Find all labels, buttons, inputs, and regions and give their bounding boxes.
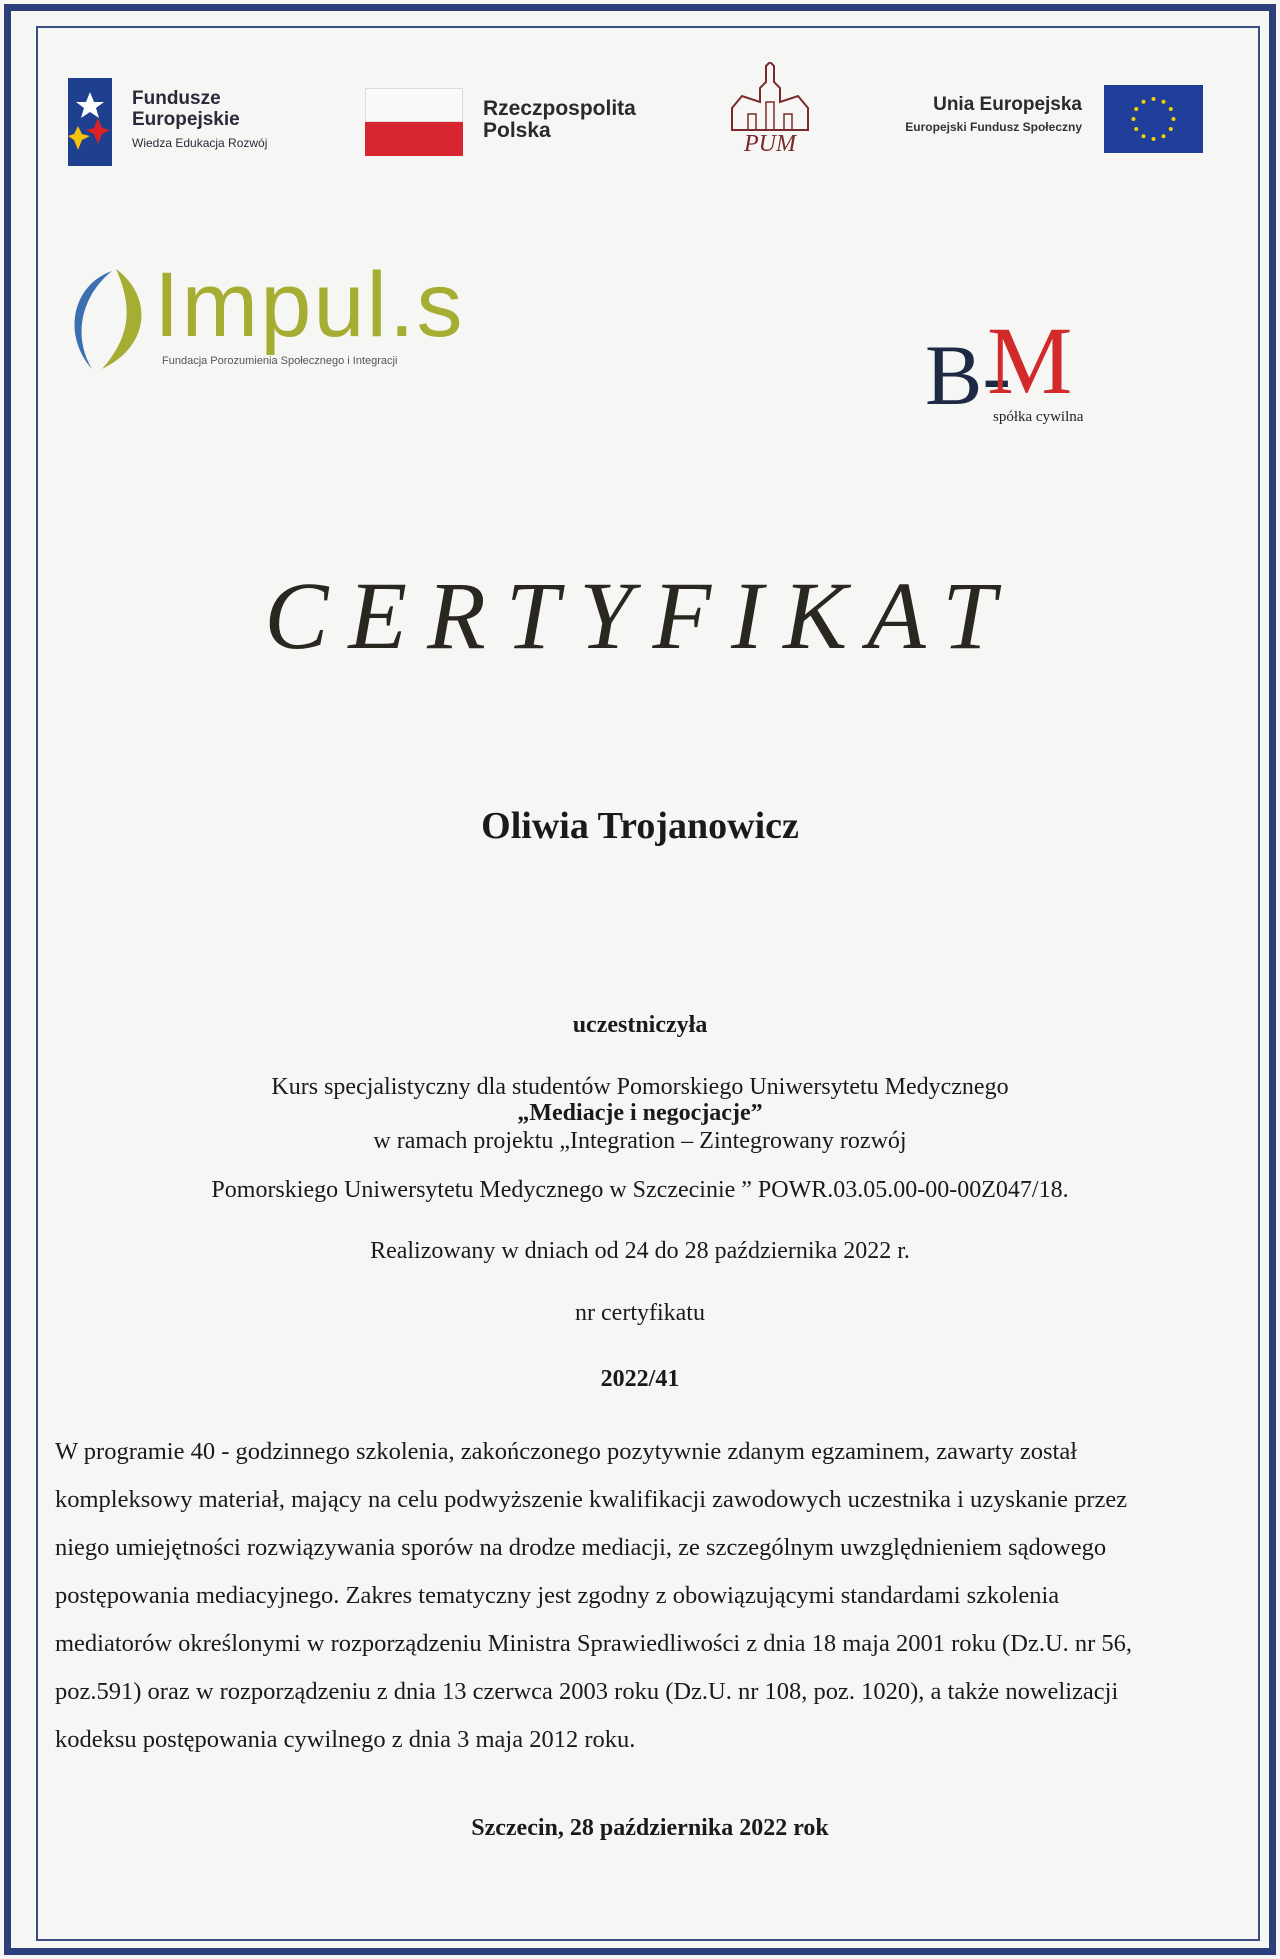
description-line: niego umiejętności rozwiązywania sporów na drodze mediacji, ze szczególnym uwzględnieniem sądowego: [55, 1534, 1107, 1561]
certificate-number-label: nr certyfikatu: [575, 1300, 705, 1326]
fe-star-icon: [68, 78, 112, 166]
description-line: kodeksu postępowania cywilnego z dnia 3 maja 2012 roku.: [55, 1726, 636, 1753]
ue-sub: Europejski Fundusz Społeczny: [905, 120, 1082, 134]
rzeczpospolita-logo: [483, 98, 636, 142]
course-name: „Mediacje i negocjacje”: [517, 1100, 763, 1126]
impuls-word: Impul.s: [154, 254, 465, 356]
church-icon: [728, 62, 812, 132]
place-date: Szczecin, 28 października 2022 rok: [471, 1815, 829, 1841]
impuls-sub: Fundacja Porozumienia Społecznego i Integracji: [162, 355, 398, 367]
course-dates: Realizowany w dniach od 24 do 28 października 2022 r.: [370, 1238, 910, 1264]
pum-logo: [728, 62, 812, 162]
description-line: postępowania mediacyjnego. Zakres tematyczny jest zgodny z obowiązującymi standardami szkolenia: [55, 1582, 1060, 1609]
description-line: kompleksowy materiał, mający na celu podwyższenie kwalifikacji zawodowych uczestnika i uzyskanie przez: [55, 1486, 1128, 1513]
description-line: W programie 40 - godzinnego szkolenia, zakończonego pozytywnie zdanym egzaminem, zawarty został: [55, 1438, 1078, 1465]
pum-text: PUM: [744, 131, 796, 157]
recipient-name: Oliwia Trojanowicz: [481, 805, 799, 847]
fe-sub: Wiedza Edukacja Rozwój: [132, 136, 268, 150]
eu-flag-icon: [1104, 85, 1203, 153]
bm-sub: spółka cywilna: [993, 409, 1084, 425]
bm-m: M: [987, 307, 1073, 414]
participated-label: uczestniczyła: [572, 1012, 708, 1038]
description-line: poz.591) oraz w rozporządzeniu z dnia 13 czerwca 2003 roku (Dz.U. nr 108, poz. 1020), a także nowelizacji: [55, 1678, 1119, 1705]
leaf-icon: [62, 265, 152, 375]
unia-europejska-logo: [860, 94, 1082, 134]
fe-line2: Europejskie: [132, 109, 240, 130]
ue-title: Unia Europejska: [933, 94, 1082, 115]
bm-logo: [885, 305, 1125, 435]
description-paragraph: [55, 1428, 1195, 1764]
description-line: mediatorów określonymi w rozporządzeniu Ministra Sprawiedliwości z dnia 18 maja 2001 roku (Dz.U. nr 56,: [55, 1630, 1133, 1657]
polish-flag-icon: [365, 88, 463, 156]
bm-b: B-: [925, 327, 1011, 423]
course-line: Kurs specjalistyczny dla studentów Pomorskiego Uniwersytetu Medycznego: [271, 1074, 1009, 1100]
rp-line1: Rzeczpospolita: [483, 97, 636, 120]
impuls-logo: [62, 254, 492, 380]
rp-line2: Polska: [483, 119, 551, 142]
certificate-title: CERTYFIKAT: [264, 562, 1016, 669]
certificate-number: 2022/41: [600, 1366, 680, 1392]
fundusze-europejskie-logo: [68, 78, 308, 168]
fe-line1: Fundusze: [132, 88, 221, 109]
project-line-1: w ramach projektu „Integration – Zintegrowany rozwój: [373, 1128, 907, 1154]
project-line-2: Pomorskiego Uniwersytetu Medycznego w Szczecinie ” POWR.03.05.00-00-00Z047/18.: [211, 1177, 1069, 1203]
